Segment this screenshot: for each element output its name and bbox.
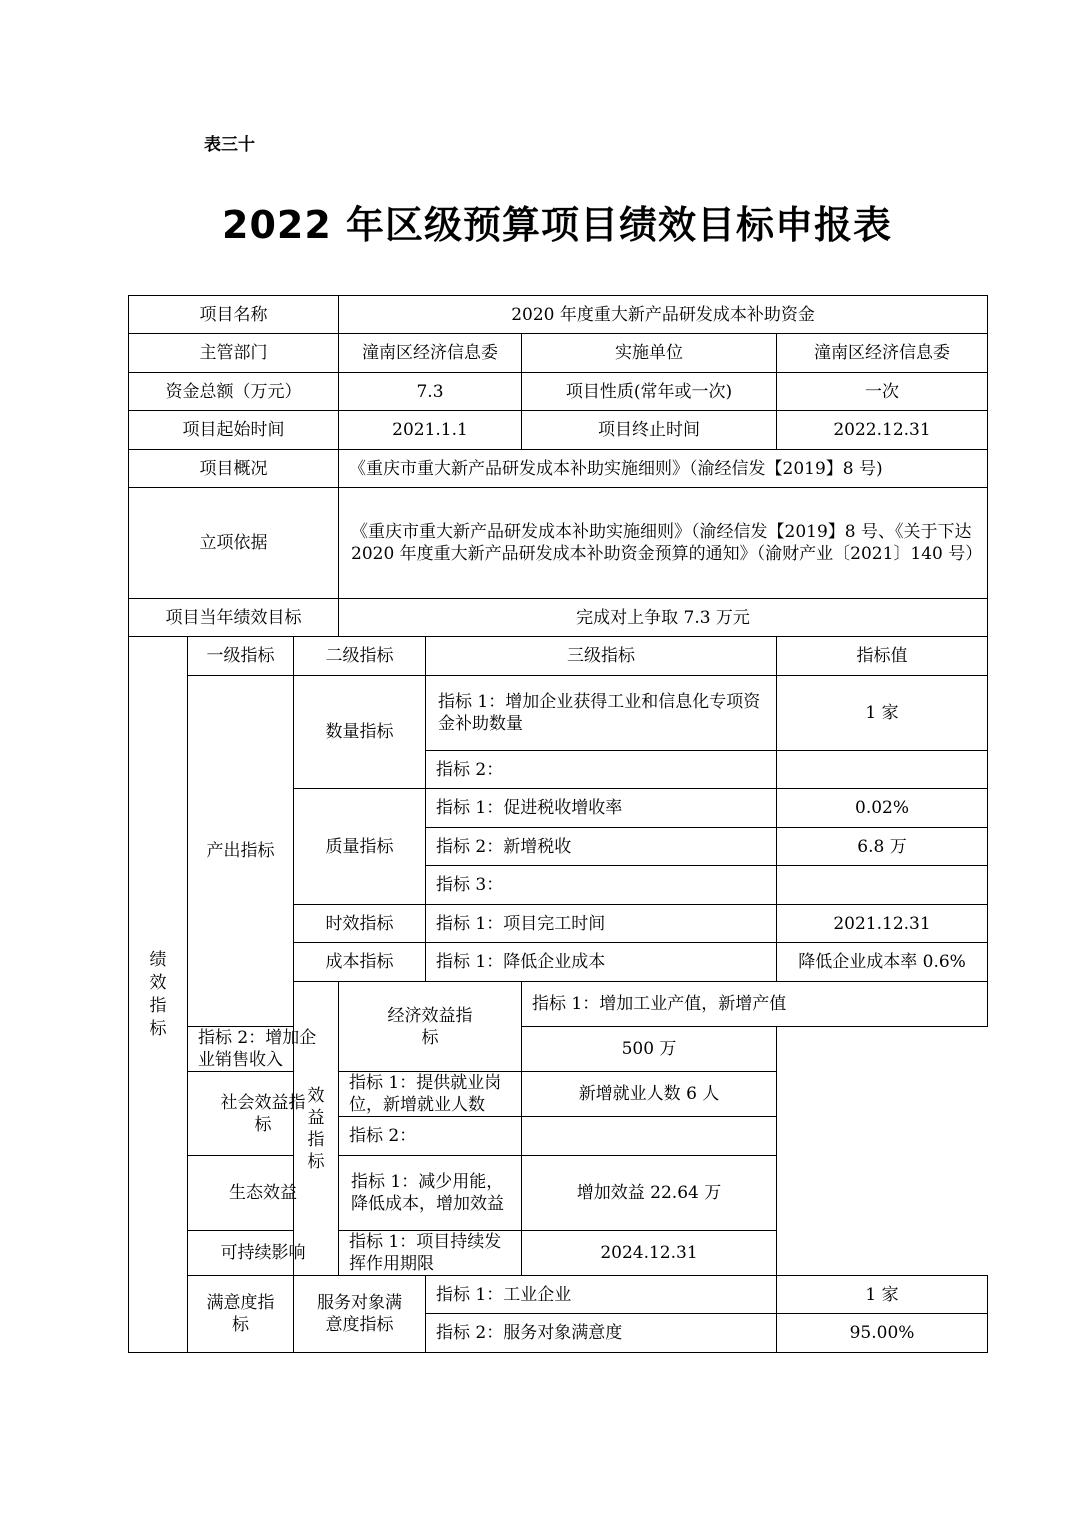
project-name-label: 项目名称 [129,296,339,334]
indicator-value: 2021.12.31 [777,905,988,943]
project-nature-label: 项目性质(常年或一次) [522,373,777,411]
sustainable-impact-label: 可持续影响 [188,1231,339,1276]
table-row [129,1072,988,1117]
indicator-text: 指标 1：项目持续发挥作用期限 [339,1231,522,1276]
cost-indicators-label: 成本指标 [294,943,426,982]
table-number: 表三十 [204,135,255,155]
benefit-indicators-label: 效益指标 [294,982,339,1276]
start-date-value: 2021.1.1 [339,411,522,450]
overview-label: 项目概况 [129,450,339,488]
document-title: 2022 年区级预算项目绩效目标申报表 [222,203,892,247]
indicator-text: 指标 2： [426,751,777,789]
indicator-text: 指标 1：减少用能，降低成本，增加效益 [339,1156,522,1231]
output-indicators-label: 产出指标 [188,676,294,1027]
indicator-text: 指标 2：新增税收 [426,828,777,866]
department-value: 潼南区经济信息委 [339,334,522,373]
indicator-value [522,1117,777,1156]
indicator-value: 1 家 [777,1276,988,1314]
total-funds-value: 7.3 [339,373,522,411]
total-funds-label: 资金总额（万元） [129,373,339,411]
table-row [129,1027,988,1072]
indicator-value: 0.02% [777,789,988,828]
table-row [129,1231,988,1276]
project-nature-value: 一次 [777,373,988,411]
indicator-header-row [129,637,988,676]
ecological-benefit-label: 生态效益 [188,1156,339,1231]
row-basis [129,488,988,599]
indicator-value: 6.8 万 [777,828,988,866]
row-dates [129,411,988,450]
row-overview [129,450,988,488]
project-name-value: 2020 年度重大新产品研发成本补助资金 [339,296,988,334]
indicator-text: 指标 1：项目完工时间 [426,905,777,943]
end-date-value: 2022.12.31 [777,411,988,450]
table-row [129,1276,988,1314]
header-level2: 二级指标 [294,637,426,676]
satisfaction-indicators-label: 满意度指标 [188,1276,294,1353]
department-label: 主管部门 [129,334,339,373]
end-date-label: 项目终止时间 [522,411,777,450]
annual-goal-label: 项目当年绩效目标 [129,599,339,637]
row-funds [129,373,988,411]
overview-value: 《重庆市重大新产品研发成本补助实施细则》（渝经信发【2019】8 号) [339,450,988,488]
indicator-value: 降低企业成本率 0.6% [777,943,988,982]
timeliness-indicators-label: 时效指标 [294,905,426,943]
indicator-text: 指标 1：促进税收增收率 [426,789,777,828]
indicator-text: 指标 1：增加企业获得工业和信息化专项资金补助数量 [426,676,777,751]
performance-target-table [128,295,988,1353]
header-level1: 一级指标 [188,637,294,676]
indicator-text: 指标 3： [426,866,777,905]
annual-goal-value: 完成对上争取 7.3 万元 [339,599,988,637]
indicator-text: 指标 1：工业企业 [426,1276,777,1314]
indicator-value: 增加效益 22.64 万 [522,1156,777,1231]
implementing-unit-value: 潼南区经济信息委 [777,334,988,373]
indicator-value [777,751,988,789]
row-project-name [129,296,988,334]
indicator-value: 新增就业人数 6 人 [522,1072,777,1117]
service-satisfaction-label: 服务对象满意度指标 [294,1276,426,1353]
indicator-value: 95.00% [777,1314,988,1353]
indicator-text: 指标 2：增加企业销售收入 [188,1027,339,1072]
table-row [129,676,988,751]
basis-value: 《重庆市重大新产品研发成本补助实施细则》（渝经信发【2019】8 号、《关于下达 2020 年度重大新产品研发成本补助资金预算的通知》（渝财产业〔2021〕140 号） [339,488,988,599]
start-date-label: 项目起始时间 [129,411,339,450]
indicator-text: 指标 1：提供就业岗位，新增就业人数 [339,1072,522,1117]
indicator-value [777,866,988,905]
table-row [129,1156,988,1231]
implementing-unit-label: 实施单位 [522,334,777,373]
indicator-value: 2024.12.31 [522,1231,777,1276]
basis-label: 立项依据 [129,488,339,599]
quality-indicators-label: 质量指标 [294,789,426,905]
indicator-text: 指标 1：降低企业成本 [426,943,777,982]
indicator-text: 指标 1：增加工业产值，新增产值 [522,982,988,1027]
row-annual-goal [129,599,988,637]
performance-indicators-label: 绩效指标 [129,637,188,1353]
header-value: 指标值 [777,637,988,676]
indicator-value: 1 家 [777,676,988,751]
indicator-text: 指标 2： [339,1117,522,1156]
indicator-value: 500 万 [522,1027,777,1072]
social-benefit-label: 社会效益指标 [188,1072,339,1156]
economic-benefit-label: 经济效益指标 [339,982,522,1072]
header-level3: 三级指标 [426,637,777,676]
row-department [129,334,988,373]
indicator-text: 指标 2：服务对象满意度 [426,1314,777,1353]
quantity-indicators-label: 数量指标 [294,676,426,789]
